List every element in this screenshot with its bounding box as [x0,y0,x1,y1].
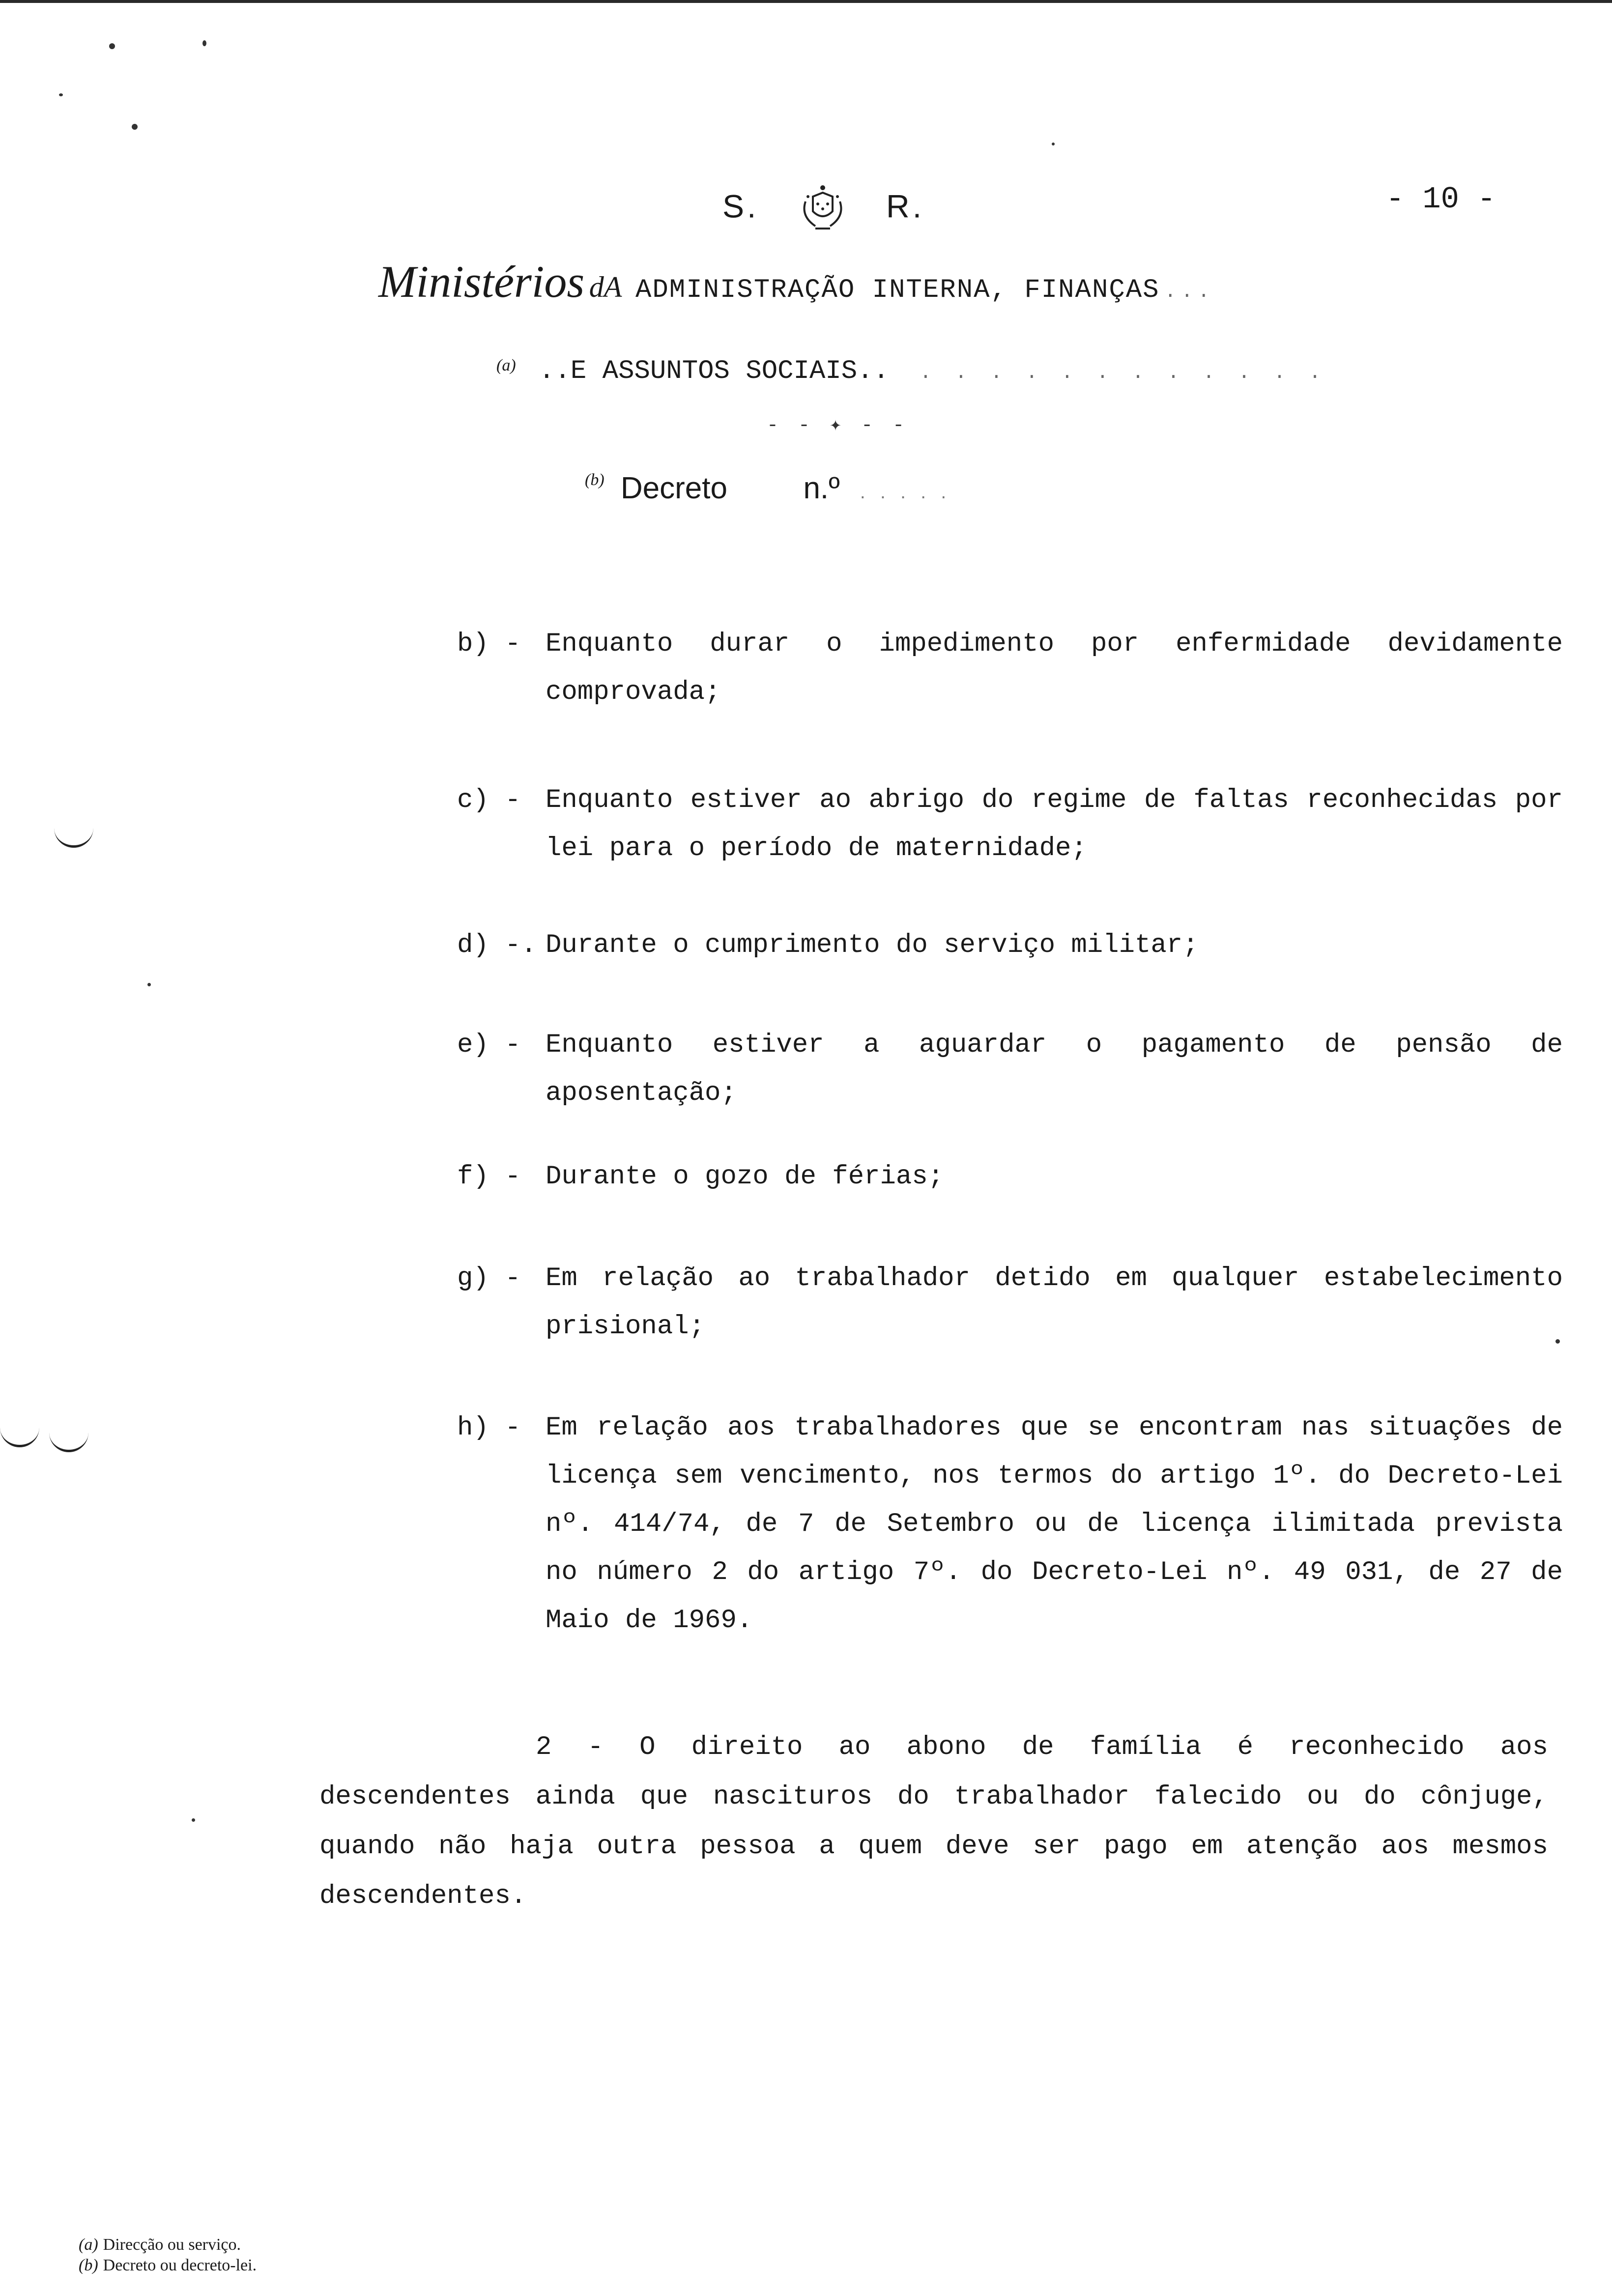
sr-left: S. [722,188,759,225]
footnote-a [79,2235,241,2255]
state-header [722,182,924,236]
decree-label: Decreto [620,471,727,505]
footnote-a-mark: (a) [79,2236,98,2254]
list-item [457,776,1563,873]
item-label: d) -. [457,930,537,960]
item-label: g) - [457,1263,521,1293]
scan-speck [192,1818,195,1822]
decree-dots: . . . . . [860,482,951,503]
scan-speck [109,43,115,49]
footnote-mark-a: (a) [496,356,516,374]
sr-right: R. [886,188,925,225]
item-text: Durante o gozo de férias; [546,1162,944,1192]
footnote-b-mark: (b) [79,2256,98,2274]
top-border [0,0,1612,3]
list-item [457,1021,1563,1118]
item-label: c) - [457,785,521,815]
item-text: Enquanto estiver a aguardar o pagamento de pensão de aposentação; [546,1030,1563,1108]
paragraph-2: 2 - O direito ao abono de família é reconhecido aos descendentes ainda que nascituros do trabalhador falecido ou do cônjuge, quando não haja outra pessoa a quem deve ser pago em atenção aos mesmos descendentes. [319,1732,1548,1911]
coat-of-arms-icon [796,182,850,236]
margin-tick-mark [0,1425,39,1447]
ministry-dots-2: . . . . . . . . . . . . [920,362,1327,384]
ministry-line-2 [496,356,1326,386]
item-label: h) - [457,1413,521,1443]
list-item [457,1255,1563,1351]
margin-tick-mark [54,826,93,848]
scan-speck [1555,1339,1560,1344]
item-text: Em relação ao trabalhador detido em qualquer estabelecimento prisional; [546,1263,1563,1342]
scan-speck [59,93,63,96]
scan-speck [147,983,151,986]
list-item [457,1153,1563,1201]
margin-tick-mark [49,1430,88,1452]
scan-speck [132,124,138,130]
separator-ornament: - - ✦ - - [767,415,909,437]
list-item [457,620,1563,717]
scan-speck [1052,143,1055,145]
footnote-a-text: Direcção ou serviço. [103,2236,241,2254]
item-text: Enquanto durar o impedimento por enfermidade devidamente comprovada; [546,629,1563,707]
decree-number-label: n.º [803,471,840,505]
ministry-departments: ADMINISTRAÇÃO INTERNA, FINANÇAS [635,275,1160,305]
page-number: - 10 - [1386,182,1496,217]
list-item [457,1404,1563,1645]
ministry-script-label: Ministérios [378,257,585,307]
item-label: e) - [457,1030,521,1060]
item-label: b) - [457,629,521,659]
item-text: Em relação aos trabalhadores que se encontram nas situações de licença sem vencimento, nos termos do artigo 1º. do Decreto-Lei nº. 414/74, de 7 de Setembro ou de licença ilimitada prevista no número 2 do artigo 7º. do Decreto-Lei nº. 49 031, de 27 de Maio de 1969. [546,1413,1563,1636]
ministry-script-da: dA [589,271,622,303]
decree-line [585,471,951,506]
ministry-departments-2: ..E ASSUNTOS SOCIAIS.. [539,356,889,386]
list-item [457,921,1563,970]
footnote-b [79,2256,257,2275]
item-label: f) - [457,1162,521,1192]
ministry-line-1 [378,256,1214,308]
item-text: Durante o cumprimento do serviço militar; [546,930,1199,960]
footnote-mark-b: (b) [585,471,604,489]
item-text: Enquanto estiver ao abrigo do regime de faltas reconhecidas por lei para o período de maternidade; [546,785,1563,863]
scan-speck [202,40,206,46]
ministry-dots: ... [1164,281,1215,303]
footnote-b-text: Decreto ou decreto-lei. [103,2256,257,2274]
